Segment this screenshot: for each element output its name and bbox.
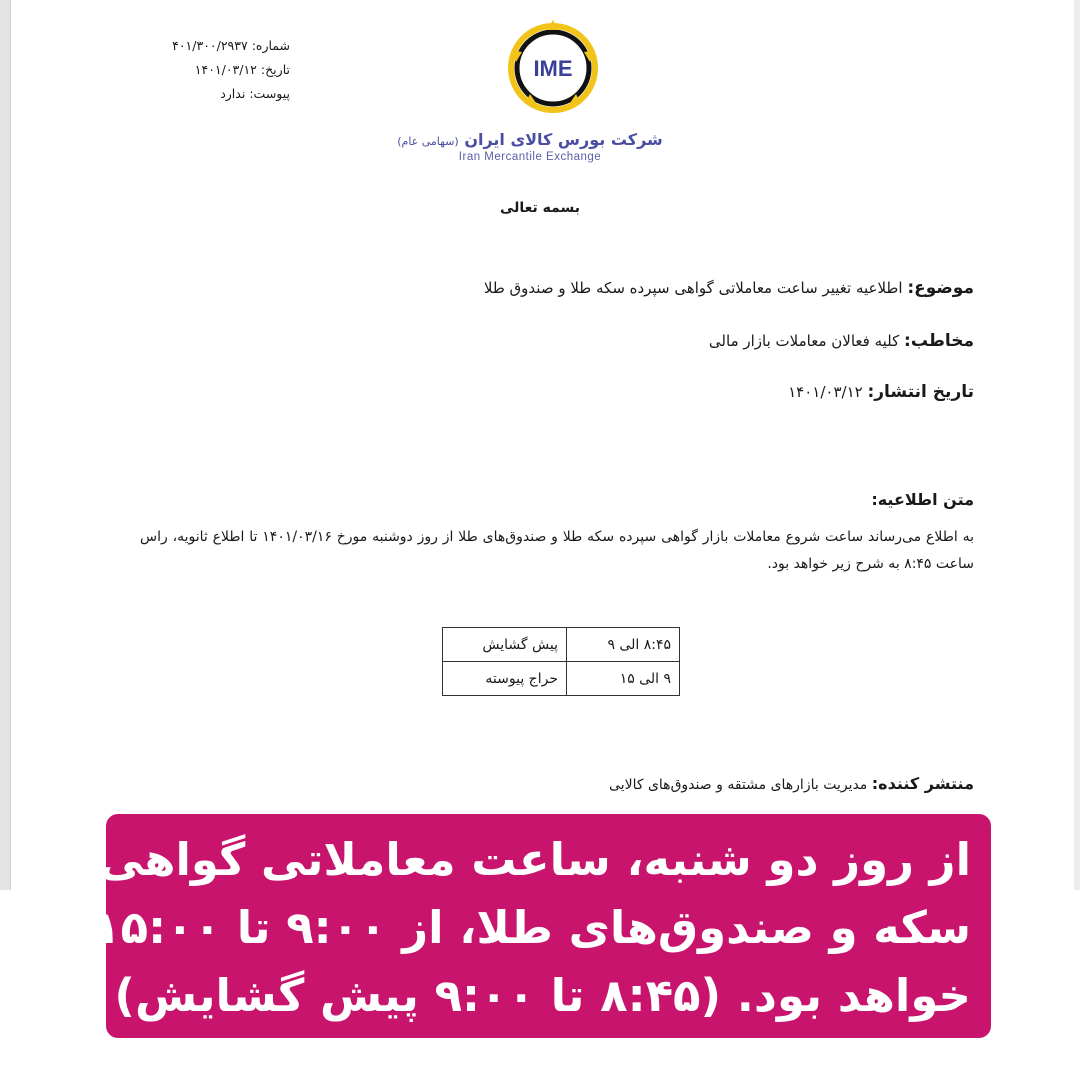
- subject-line: [484, 278, 974, 298]
- subject-label: موضوع:: [907, 278, 974, 298]
- logo-text: IME: [533, 56, 573, 81]
- company-name-en: Iran Mercantile Exchange: [458, 151, 602, 163]
- schedule-session: حراج پیوسته: [443, 662, 567, 696]
- publisher-value: مدیریت بازارهای مشتقه و صندوق‌های کالایی: [609, 777, 868, 793]
- letter-date: [140, 58, 290, 82]
- banner-line-2: سکه و صندوق‌های طلا، از ۹:۰۰ تا ۱۵:۰۰: [93, 901, 971, 954]
- page-right-edge: [1074, 0, 1080, 890]
- table-row: [443, 662, 680, 696]
- letter-number-value: ۴۰۱/۳۰۰/۲۹۳۷: [172, 38, 248, 53]
- schedule-time: ۸:۴۵ الی ۹: [567, 628, 680, 662]
- page-left-edge: [0, 0, 11, 890]
- letter-meta: [140, 34, 290, 106]
- letter-number: [140, 34, 290, 58]
- letter-date-label: تاریخ:: [260, 62, 290, 77]
- notice-heading: متن اطلاعیه:: [871, 490, 974, 509]
- ime-logo: [503, 16, 603, 116]
- publish-date-line: [788, 382, 974, 402]
- banner-line-1: از روز دو شنبه، ساعت معاملاتی گواهی: [98, 833, 971, 886]
- schedule-session: پیش گشایش: [443, 628, 567, 662]
- letter-attachment-label: پیوست:: [249, 86, 290, 101]
- addressee-value: کلیه فعالان معاملات بازار مالی: [708, 332, 900, 350]
- schedule-time: ۹ الی ۱۵: [567, 662, 680, 696]
- addressee-label: مخاطب:: [904, 331, 974, 351]
- company-name-block: [380, 130, 680, 163]
- letter-attachment: [140, 82, 290, 106]
- publish-date-label: تاریخ انتشار:: [867, 382, 974, 402]
- schedule-table: [442, 627, 680, 696]
- notice-body: به اطلاع می‌رساند ساعت شروع معاملات بازار گواهی سپرده سکه طلا و صندوق‌های طلا از روز دوشنبه مورخ ۱۴۰۱/۰۳/۱۶ تا اطلاع ثانویه، راس ساعت ۸:۴۵ به شرح زیر خواهد بود.: [140, 529, 974, 572]
- table-row: [443, 628, 680, 662]
- letter-attachment-value: ندارد: [220, 86, 246, 101]
- banner-line-3: خواهد بود. (۸:۴۵ تا ۹:۰۰ پیش گشایش): [114, 969, 971, 1022]
- company-type: (سهامی عام): [397, 135, 459, 148]
- ime-logo-icon: [503, 16, 603, 116]
- publisher-label: منتشر کننده:: [871, 774, 974, 793]
- addressee-line: [709, 331, 974, 351]
- letter-date-value: ۱۴۰۱/۰۳/۱۲: [194, 62, 257, 77]
- bismillah: بسمه تعالی: [499, 200, 581, 216]
- summary-banner: [93, 814, 991, 1038]
- company-name-fa: [380, 130, 680, 149]
- letter-number-label: شماره:: [251, 38, 290, 53]
- publisher-line: [609, 774, 974, 793]
- publish-date-value: ۱۴۰۱/۰۳/۱۲: [788, 383, 863, 401]
- subject-value: اطلاعیه تغییر ساعت معاملاتی گواهی سپرده سکه طلا و صندوق طلا: [483, 279, 903, 297]
- company-name-fa-text: شرکت بورس کالای ایران: [464, 130, 663, 149]
